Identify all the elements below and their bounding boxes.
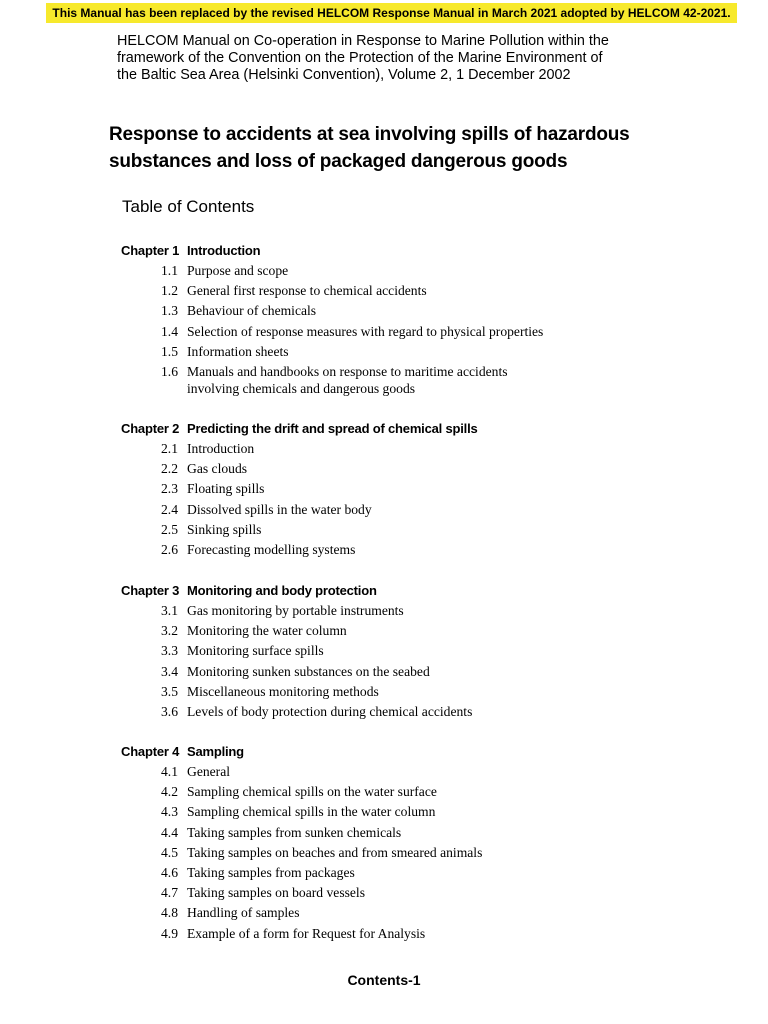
toc-entry[interactable]	[120, 441, 740, 457]
section-number: 4.6	[161, 865, 178, 880]
section-title: Information sheets	[187, 344, 289, 359]
title-line: Response to accidents at sea involving spills of hazardous	[109, 124, 630, 145]
toc-entry[interactable]	[120, 704, 740, 720]
title-line: substances and loss of packaged dangerous goods	[109, 151, 568, 172]
toc-entry[interactable]	[120, 481, 740, 497]
toc-entry[interactable]	[120, 364, 740, 396]
section-number: 2.4	[161, 502, 178, 517]
toc-heading: Table of Contents	[122, 197, 255, 216]
chapter-title: Sampling	[187, 744, 244, 759]
section-title: Forecasting modelling systems	[187, 542, 356, 557]
toc-entry[interactable]	[120, 283, 740, 299]
section-title: Manuals and handbooks on response to maritime accidents	[187, 364, 508, 379]
toc-entry[interactable]	[120, 926, 740, 942]
toc-entry[interactable]	[120, 784, 740, 800]
toc-entry[interactable]	[120, 522, 740, 538]
section-title: Sampling chemical spills on the water surface	[187, 784, 437, 799]
section-title: Dissolved spills in the water body	[187, 502, 372, 517]
section-number: 4.8	[161, 905, 178, 920]
section-title: Purpose and scope	[187, 263, 289, 278]
page-footer	[0, 970, 768, 990]
chapter-label: Chapter 2	[121, 421, 180, 436]
section-number: 2.3	[161, 481, 178, 496]
section-number: 3.6	[161, 704, 178, 719]
section-number: 2.2	[161, 461, 178, 476]
section-number: 4.2	[161, 784, 178, 799]
chapter-heading[interactable]	[121, 242, 260, 260]
toc-entry[interactable]	[120, 324, 740, 340]
section-title: Miscellaneous monitoring methods	[187, 684, 379, 699]
section-title: Gas clouds	[187, 461, 248, 476]
toc-entry[interactable]	[120, 603, 740, 619]
chapter-title: Introduction	[187, 243, 261, 258]
section-number: 1.5	[161, 344, 178, 359]
toc-entry[interactable]	[120, 664, 740, 680]
toc-entry[interactable]	[120, 885, 740, 901]
section-number: 1.1	[161, 263, 178, 278]
section-title: Taking samples from packages	[187, 865, 355, 880]
document-title	[109, 121, 749, 175]
section-number: 3.4	[161, 664, 178, 679]
toc-entry[interactable]	[120, 344, 740, 360]
section-number: 1.4	[161, 324, 178, 339]
toc-entry[interactable]	[120, 905, 740, 921]
section-number: 3.1	[161, 603, 178, 618]
section-title: Monitoring surface spills	[187, 643, 324, 658]
section-number: 4.1	[161, 764, 178, 779]
toc-entry[interactable]	[120, 502, 740, 518]
chapter-label: Chapter 4	[121, 744, 180, 759]
section-number: 3.5	[161, 684, 178, 699]
section-number: 3.3	[161, 643, 178, 658]
section-title: General first response to chemical accidents	[187, 283, 427, 298]
section-title: Example of a form for Request for Analysis	[187, 926, 426, 941]
section-number: 4.5	[161, 845, 178, 860]
section-title-continuation: involving chemicals and dangerous goods	[187, 381, 416, 396]
chapter-title: Predicting the drift and spread of chemical spills	[187, 421, 478, 436]
section-title: Gas monitoring by portable instruments	[187, 603, 404, 618]
toc-entry[interactable]	[120, 845, 740, 861]
section-title: Sinking spills	[187, 522, 262, 537]
section-title: Floating spills	[187, 481, 265, 496]
section-number: 4.7	[161, 885, 178, 900]
replacement-notice-banner: This Manual has been replaced by the revised HELCOM Response Manual in March 2021 adopted by HELCOM 42-2021.	[46, 3, 737, 23]
toc-entry[interactable]	[120, 825, 740, 841]
section-number: 1.3	[161, 303, 178, 318]
page-number: Contents-1	[347, 972, 421, 988]
toc-entry[interactable]	[120, 303, 740, 319]
toc-entry[interactable]	[120, 461, 740, 477]
toc-entry[interactable]	[120, 643, 740, 659]
section-number: 3.2	[161, 623, 178, 638]
section-number: 4.4	[161, 825, 178, 840]
section-title: Behaviour of chemicals	[187, 303, 317, 318]
section-number: 1.2	[161, 283, 178, 298]
section-number: 4.9	[161, 926, 178, 941]
chapter-title: Monitoring and body protection	[187, 583, 377, 598]
toc-entry[interactable]	[120, 263, 740, 279]
section-number: 1.6	[161, 364, 178, 379]
section-title: Levels of body protection during chemical accidents	[187, 704, 473, 719]
chapter-heading[interactable]	[121, 743, 244, 761]
chapter-label: Chapter 1	[121, 243, 180, 258]
toc-entry[interactable]	[120, 764, 740, 780]
section-title: Taking samples on beaches and from smeared animals	[187, 845, 483, 860]
header-line: HELCOM Manual on Co-operation in Response to Marine Pollution within the	[117, 33, 609, 49]
section-title: Monitoring sunken substances on the seabed	[187, 664, 430, 679]
document-header	[117, 33, 737, 84]
section-title: Selection of response measures with regard to physical properties	[187, 324, 544, 339]
toc-entry[interactable]	[120, 865, 740, 881]
section-title: Sampling chemical spills in the water column	[187, 804, 436, 819]
toc-entry[interactable]	[120, 623, 740, 639]
chapter-heading[interactable]	[121, 582, 377, 600]
section-title: Introduction	[187, 441, 255, 456]
header-line: the Baltic Sea Area (Helsinki Convention), Volume 2, 1 December 2002	[117, 67, 571, 83]
section-title: Handling of samples	[187, 905, 300, 920]
chapter-heading[interactable]	[121, 420, 478, 438]
section-title: Taking samples from sunken chemicals	[187, 825, 402, 840]
section-number: 2.1	[161, 441, 178, 456]
chapter-label: Chapter 3	[121, 583, 180, 598]
toc-entry[interactable]	[120, 542, 740, 558]
section-title: Monitoring the water column	[187, 623, 347, 638]
section-number: 2.5	[161, 522, 178, 537]
toc-entry[interactable]	[120, 684, 740, 700]
section-number: 2.6	[161, 542, 178, 557]
section-title: General	[187, 764, 231, 779]
section-number: 4.3	[161, 804, 178, 819]
toc-entry[interactable]	[120, 804, 740, 820]
section-title: Taking samples on board vessels	[187, 885, 365, 900]
header-line: framework of the Convention on the Protection of the Marine Environment of	[117, 50, 603, 66]
